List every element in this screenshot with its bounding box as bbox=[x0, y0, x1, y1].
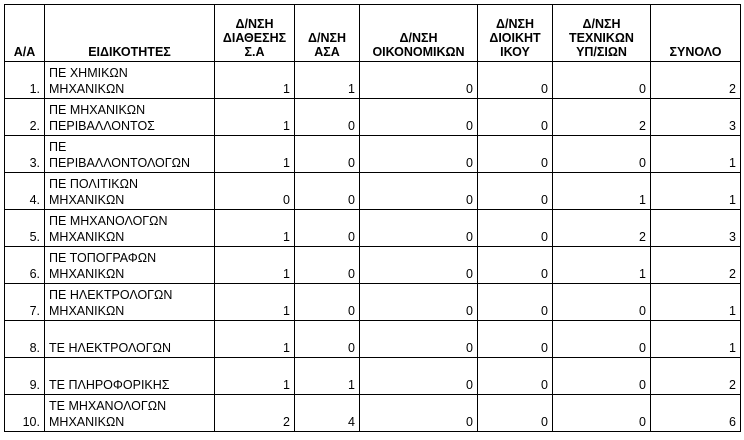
row-number: 2. bbox=[5, 99, 45, 136]
dept-technical-value: 0 bbox=[553, 62, 651, 99]
header-line: ΥΠ/ΣΙΩΝ bbox=[576, 45, 627, 59]
row-number: 4. bbox=[5, 173, 45, 210]
specialty-line: ΠΕ bbox=[49, 140, 67, 154]
dept-asa-value: 0 bbox=[295, 99, 360, 136]
dept-disposal-value: 2 bbox=[215, 395, 295, 432]
table-row bbox=[5, 247, 741, 284]
dept-financial-value: 0 bbox=[360, 173, 478, 210]
dept-disposal-value: 1 bbox=[215, 210, 295, 247]
table-row bbox=[5, 395, 741, 432]
dept-asa-value: 0 bbox=[295, 210, 360, 247]
specialty-line: ΤΕ ΗΛΕΚΤΡΟΛΟΓΩΝ bbox=[49, 341, 172, 355]
total-value: 3 bbox=[651, 99, 741, 136]
dept-financial-value: 0 bbox=[360, 99, 478, 136]
header-line: Δ/ΝΣΗ bbox=[307, 31, 346, 45]
specialty-line: ΠΕ ΗΛΕΚΤΡΟΛΟΓΩΝ bbox=[49, 288, 173, 302]
specialty-line: ΜΗΧΑΝΙΚΩΝ bbox=[49, 82, 125, 96]
row-number: 5. bbox=[5, 210, 45, 247]
dept-administrative-value: 0 bbox=[478, 395, 553, 432]
header-line: ΔΙΑΘΕΣΗΣ bbox=[222, 31, 287, 45]
dept-disposal-value: 0 bbox=[215, 173, 295, 210]
dept-technical-value: 0 bbox=[553, 358, 651, 395]
specialty-cell bbox=[45, 395, 215, 432]
total-value: 1 bbox=[651, 173, 741, 210]
dept-asa-value: 1 bbox=[295, 358, 360, 395]
specialty-cell bbox=[45, 358, 215, 395]
dept-asa-value: 0 bbox=[295, 173, 360, 210]
header-dept-asa bbox=[295, 5, 360, 62]
header-dept-technical bbox=[553, 5, 651, 62]
specialty-line: ΜΗΧΑΝΙΚΩΝ bbox=[49, 304, 125, 318]
dept-asa-value: 0 bbox=[295, 247, 360, 284]
dept-financial-value: 0 bbox=[360, 62, 478, 99]
header-dept-disposal bbox=[215, 5, 295, 62]
row-number: 1. bbox=[5, 62, 45, 99]
table-body bbox=[5, 62, 741, 432]
header-row bbox=[5, 5, 741, 62]
dept-technical-value: 1 bbox=[553, 247, 651, 284]
header-line: ΙΚΟΥ bbox=[500, 45, 530, 59]
specialty-cell bbox=[45, 284, 215, 321]
specialty-cell bbox=[45, 247, 215, 284]
dept-administrative-value: 0 bbox=[478, 358, 553, 395]
dept-disposal-value: 1 bbox=[215, 99, 295, 136]
dept-administrative-value: 0 bbox=[478, 99, 553, 136]
dept-asa-value: 1 bbox=[295, 62, 360, 99]
header-dept-financial bbox=[360, 5, 478, 62]
specialty-line: ΠΕ ΤΟΠΟΓΡΑΦΩΝ bbox=[49, 251, 157, 265]
dept-technical-value: 0 bbox=[553, 284, 651, 321]
dept-administrative-value: 0 bbox=[478, 210, 553, 247]
dept-administrative-value: 0 bbox=[478, 321, 553, 358]
dept-technical-value: 0 bbox=[553, 395, 651, 432]
specialty-line: ΤΕ ΜΗΧΑΝΟΛΟΓΩΝ bbox=[49, 399, 167, 413]
total-value: 1 bbox=[651, 321, 741, 358]
specialty-line: ΤΕ ΠΛΗΡΟΦΟΡΙΚΗΣ bbox=[49, 378, 170, 392]
dept-financial-value: 0 bbox=[360, 321, 478, 358]
dept-administrative-value: 0 bbox=[478, 62, 553, 99]
row-number: 8. bbox=[5, 321, 45, 358]
specialty-line: ΠΕΡΙΒΑΛΛΟΝΤΟΛΟΓΩΝ bbox=[49, 156, 191, 170]
total-value: 6 bbox=[651, 395, 741, 432]
specialty-line: ΠΕΡΙΒΑΛΛΟΝΤΟΣ bbox=[49, 119, 155, 133]
dept-disposal-value: 1 bbox=[215, 321, 295, 358]
table-row bbox=[5, 284, 741, 321]
specialty-line: ΠΕ ΧΗΜΙΚΩΝ bbox=[49, 66, 128, 80]
specialty-cell bbox=[45, 99, 215, 136]
dept-financial-value: 0 bbox=[360, 395, 478, 432]
specialty-cell bbox=[45, 321, 215, 358]
total-value: 1 bbox=[651, 284, 741, 321]
dept-asa-value: 0 bbox=[295, 321, 360, 358]
header-line: ΑΣΑ bbox=[314, 45, 340, 59]
dept-technical-value: 1 bbox=[553, 173, 651, 210]
specialty-line: ΜΗΧΑΝΙΚΩΝ bbox=[49, 415, 125, 429]
total-value: 2 bbox=[651, 358, 741, 395]
dept-disposal-value: 1 bbox=[215, 62, 295, 99]
row-number: 10. bbox=[5, 395, 45, 432]
specialty-cell bbox=[45, 210, 215, 247]
dept-disposal-value: 1 bbox=[215, 247, 295, 284]
specialty-line: ΠΕ ΜΗΧΑΝΟΛΟΓΩΝ bbox=[49, 214, 168, 228]
specialty-line: ΠΕ ΜΗΧΑΝΙΚΩΝ bbox=[49, 103, 146, 117]
header-line: Δ/ΝΣΗ bbox=[399, 31, 438, 45]
dept-asa-value: 0 bbox=[295, 136, 360, 173]
dept-technical-value: 0 bbox=[553, 321, 651, 358]
header-aa: Α/Α bbox=[5, 5, 45, 62]
header-line: Δ/ΝΣΗ bbox=[582, 17, 621, 31]
row-number: 9. bbox=[5, 358, 45, 395]
dept-financial-value: 0 bbox=[360, 284, 478, 321]
header-line: Σ.Α bbox=[244, 45, 265, 59]
header-specialties: ΕΙΔΙΚΟΤΗΤΕΣ bbox=[45, 5, 215, 62]
dept-financial-value: 0 bbox=[360, 247, 478, 284]
header-total: ΣΥΝΟΛΟ bbox=[651, 5, 741, 62]
specialty-cell bbox=[45, 62, 215, 99]
dept-financial-value: 0 bbox=[360, 210, 478, 247]
dept-disposal-value: 1 bbox=[215, 358, 295, 395]
total-value: 2 bbox=[651, 247, 741, 284]
specialty-line: ΜΗΧΑΝΙΚΩΝ bbox=[49, 193, 125, 207]
header-line: ΔΙΟΙΚΗΤ bbox=[489, 31, 541, 45]
table-row bbox=[5, 321, 741, 358]
specialty-line: ΜΗΧΑΝΙΚΩΝ bbox=[49, 267, 125, 281]
specialty-cell bbox=[45, 136, 215, 173]
total-value: 1 bbox=[651, 136, 741, 173]
dept-administrative-value: 0 bbox=[478, 173, 553, 210]
specialty-line: ΠΕ ΠΟΛΙΤΙΚΩΝ bbox=[49, 177, 139, 191]
dept-asa-value: 4 bbox=[295, 395, 360, 432]
dept-administrative-value: 0 bbox=[478, 136, 553, 173]
table-row bbox=[5, 173, 741, 210]
header-line: Δ/ΝΣΗ bbox=[495, 17, 534, 31]
table-row bbox=[5, 62, 741, 99]
row-number: 3. bbox=[5, 136, 45, 173]
dept-financial-value: 0 bbox=[360, 136, 478, 173]
row-number: 7. bbox=[5, 284, 45, 321]
staffing-table bbox=[4, 4, 741, 432]
dept-technical-value: 2 bbox=[553, 99, 651, 136]
dept-administrative-value: 0 bbox=[478, 247, 553, 284]
dept-technical-value: 2 bbox=[553, 210, 651, 247]
dept-disposal-value: 1 bbox=[215, 136, 295, 173]
row-number: 6. bbox=[5, 247, 45, 284]
dept-financial-value: 0 bbox=[360, 358, 478, 395]
specialty-cell bbox=[45, 173, 215, 210]
dept-disposal-value: 1 bbox=[215, 284, 295, 321]
dept-technical-value: 0 bbox=[553, 136, 651, 173]
header-line: Δ/ΝΣΗ bbox=[235, 17, 274, 31]
table-row bbox=[5, 99, 741, 136]
total-value: 3 bbox=[651, 210, 741, 247]
table-row bbox=[5, 136, 741, 173]
total-value: 2 bbox=[651, 62, 741, 99]
header-line: ΤΕΧΝΙΚΩΝ bbox=[569, 31, 634, 45]
dept-administrative-value: 0 bbox=[478, 284, 553, 321]
header-dept-administrative bbox=[478, 5, 553, 62]
specialty-line: ΜΗΧΑΝΙΚΩΝ bbox=[49, 230, 125, 244]
table-row bbox=[5, 210, 741, 247]
table-row bbox=[5, 358, 741, 395]
header-line: ΟΙΚΟΝΟΜΙΚΩΝ bbox=[372, 45, 465, 59]
dept-asa-value: 0 bbox=[295, 284, 360, 321]
